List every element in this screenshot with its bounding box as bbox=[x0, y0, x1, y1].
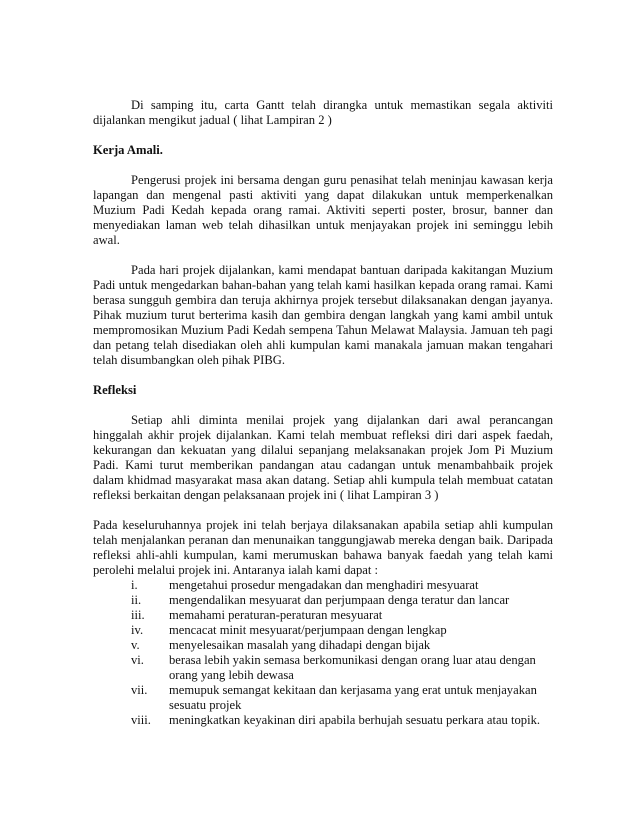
spacer bbox=[93, 368, 553, 383]
list-item-text: memupuk semangat kekitaan dan kerjasama yang erat untuk menjayakan sesuatu projek bbox=[169, 683, 537, 712]
paragraph-keseluruhan: Pada keseluruhannya projek ini telah berjaya dilaksanakan apabila setiap ahli kumpulan telah menjalankan peranan dan menunaikan tanggungjawab mereka dengan baik. Daripada refleksi ahli-ahli kumpulan, kami merumuskan bahawa banyak faedah yang telah kami perolehi melalui projek ini. Antaranya ialah kami dapat : bbox=[93, 518, 553, 577]
list-item-text: menyelesaikan masalah yang dihadapi dengan bijak bbox=[169, 638, 431, 652]
list-item bbox=[93, 683, 553, 713]
list-item bbox=[93, 593, 553, 608]
spacer bbox=[93, 503, 553, 518]
list-item-number: viii. bbox=[131, 713, 151, 727]
list-item-text: mengetahui prosedur mengadakan dan menghadiri mesyuarat bbox=[169, 578, 479, 592]
list-item-text: meningkatkan keyakinan diri apabila berhujah sesuatu perkara atau topik. bbox=[169, 713, 541, 727]
heading-kerja-amali: Kerja Amali. bbox=[93, 143, 163, 157]
spacer bbox=[93, 248, 553, 263]
spacer bbox=[93, 128, 553, 143]
list-item bbox=[93, 713, 553, 728]
list-item-text: mengendalikan mesyuarat dan perjumpaan denga teratur dan lancar bbox=[169, 593, 510, 607]
list-item bbox=[93, 638, 553, 653]
list-item-text: berasa lebih yakin semasa berkomunikasi dengan orang luar atau dengan orang yang lebih dewasa bbox=[169, 653, 536, 682]
list-item-text: mencacat minit mesyuarat/perjumpaan dengan lengkap bbox=[169, 623, 447, 637]
list-item bbox=[93, 623, 553, 638]
heading-refleksi: Refleksi bbox=[93, 383, 137, 397]
list-item-number: iv. bbox=[131, 623, 144, 637]
benefits-list bbox=[93, 578, 553, 728]
list-item-text: memahami peraturan-peraturan mesyuarat bbox=[169, 608, 383, 622]
list-item-number: vi. bbox=[131, 653, 144, 667]
list-item-number: vii. bbox=[131, 683, 148, 697]
list-item-number: iii. bbox=[131, 608, 145, 622]
spacer bbox=[93, 398, 553, 413]
list-item bbox=[93, 578, 553, 593]
list-item bbox=[93, 608, 553, 623]
document-page bbox=[93, 98, 553, 728]
list-item-number: v. bbox=[131, 638, 140, 652]
paragraph-gantt: Di samping itu, carta Gantt telah dirangka untuk memastikan segala aktiviti dijalankan mengikut jadual ( lihat Lampiran 2 ) bbox=[93, 98, 553, 127]
spacer bbox=[93, 158, 553, 173]
paragraph-hari-projek: Pada hari projek dijalankan, kami mendapat bantuan daripada kakitangan Muzium Padi untuk mengedarkan bahan-bahan yang telah kami hasilkan kepada orang ramai. Kami berasa sungguh gembira dan teruja akhirnya projek tersebut dilaksanakan dengan jayanya. Pihak muzium turut berterima kasih dan gembira dengan langkah yang kami ambil untuk mempromosikan Muzium Padi Kedah sempena Tahun Melawat Malaysia. Jamuan teh pagi dan petang telah disediakan oleh ahli kumpulan kami manakala jamuan makan tengahari telah disumbangkan oleh pihak PIBG. bbox=[93, 263, 553, 367]
list-item-number: ii. bbox=[131, 593, 142, 607]
list-item bbox=[93, 653, 553, 683]
paragraph-pengerusi: Pengerusi projek ini bersama dengan guru penasihat telah meninjau kawasan kerja lapangan dan mengenal pasti aktiviti yang dapat dilakukan untuk memperkenalkan Muzium Padi Kedah kepada orang ramai. Aktiviti seperti poster, brosur, banner dan menyediakan laman web telah dihasilkan untuk menjayakan projek ini seminggu lebih awal. bbox=[93, 173, 553, 247]
paragraph-refleksi: Setiap ahli diminta menilai projek yang dijalankan dari awal perancangan hinggalah akhir projek dijalankan. Kami telah membuat refleksi diri dari aspek faedah, kekurangan dan kekuatan yang dilalui sepanjang melaksanakan projek Jom Pi Muzium Padi. Kami turut memberikan pandangan atau cadangan untuk menambahbaik projek dalam khidmad masyarakat masa akan datang. Setiap ahli kumpula telah membuat catatan refleksi berkaitan dengan pelaksanaan projek ini ( lihat Lampiran 3 ) bbox=[93, 413, 553, 502]
list-item-number: i. bbox=[131, 578, 138, 592]
